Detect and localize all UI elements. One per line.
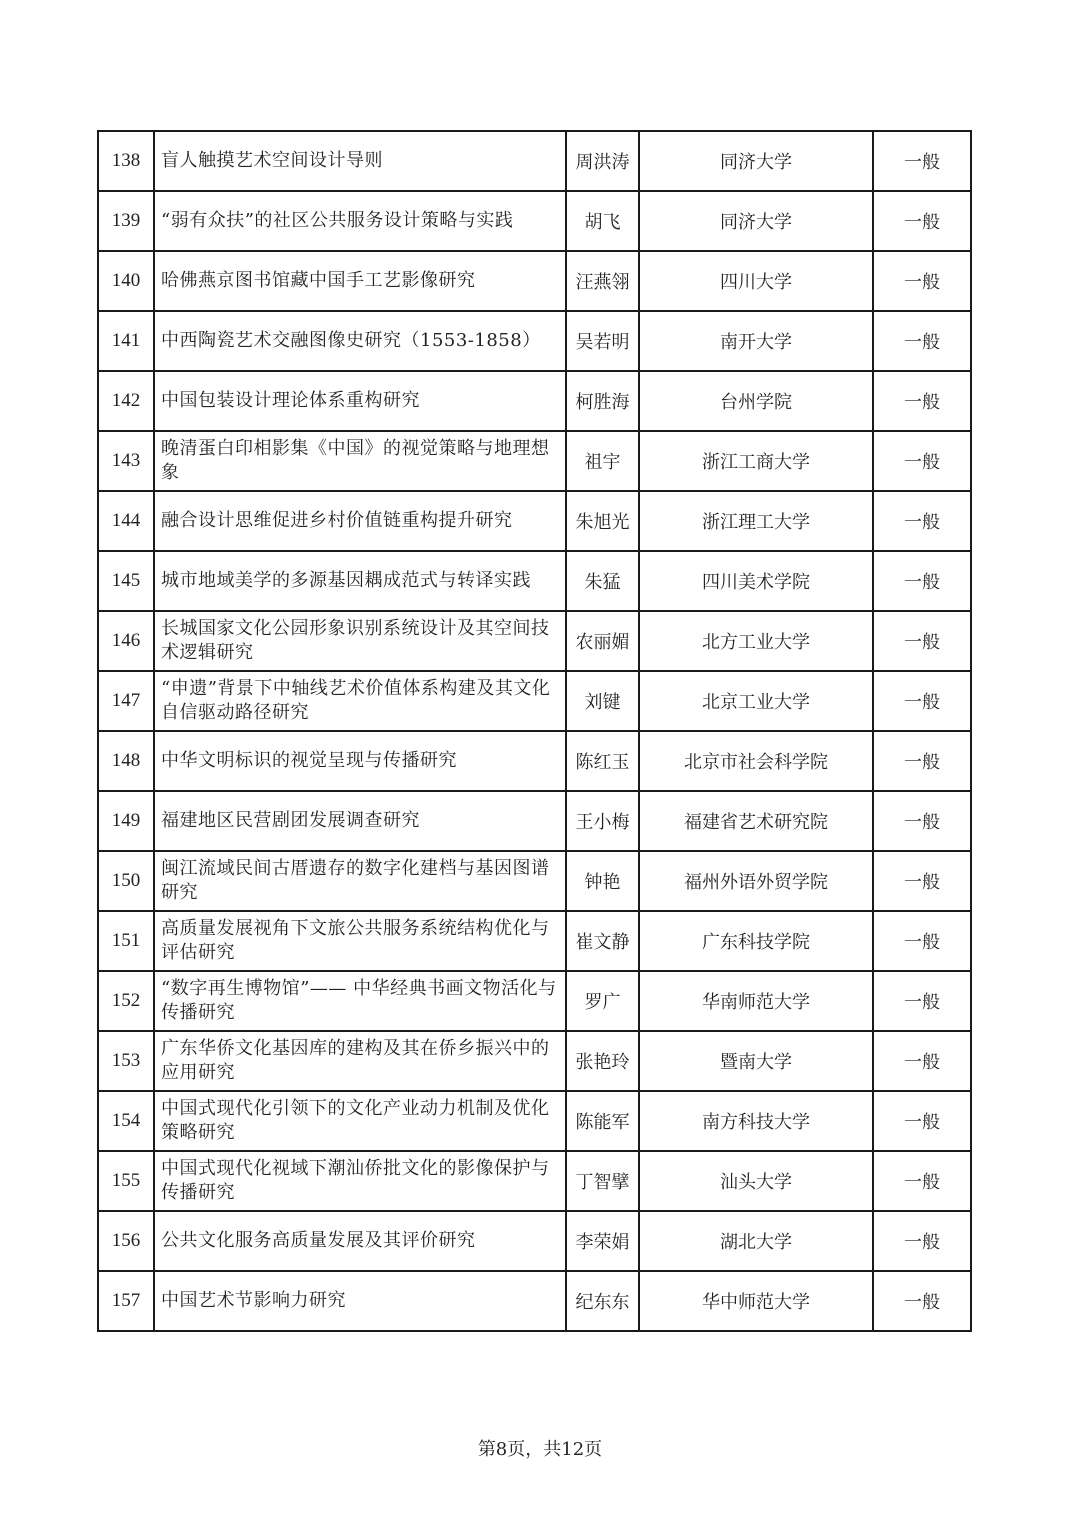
principal-name: 纪东东 [566, 1271, 639, 1331]
project-title: 公共文化服务高质量发展及其评价研究 [154, 1211, 566, 1271]
institution: 四川美术学院 [639, 551, 873, 611]
project-title: 福建地区民营剧团发展调查研究 [154, 791, 566, 851]
row-number: 138 [98, 131, 154, 191]
row-number: 143 [98, 431, 154, 491]
principal-name: 柯胜海 [566, 371, 639, 431]
table-row [98, 1091, 971, 1151]
project-category: 一般 [873, 1271, 971, 1331]
project-title: 中华文明标识的视觉呈现与传播研究 [154, 731, 566, 791]
table-row [98, 791, 971, 851]
principal-name: 汪燕翎 [566, 251, 639, 311]
institution: 台州学院 [639, 371, 873, 431]
table-row [98, 671, 971, 731]
row-number: 156 [98, 1211, 154, 1271]
principal-name: 陈能军 [566, 1091, 639, 1151]
row-number: 147 [98, 671, 154, 731]
project-category: 一般 [873, 911, 971, 971]
project-category: 一般 [873, 1211, 971, 1271]
row-number: 144 [98, 491, 154, 551]
project-title: 融合设计思维促进乡村价值链重构提升研究 [154, 491, 566, 551]
row-number: 157 [98, 1271, 154, 1331]
institution: 四川大学 [639, 251, 873, 311]
row-number: 154 [98, 1091, 154, 1151]
institution: 南方科技大学 [639, 1091, 873, 1151]
principal-name: 李荣娟 [566, 1211, 639, 1271]
table-row [98, 491, 971, 551]
row-number: 151 [98, 911, 154, 971]
table-row [98, 1211, 971, 1271]
project-category: 一般 [873, 731, 971, 791]
institution: 北京工业大学 [639, 671, 873, 731]
table-row [98, 731, 971, 791]
project-category: 一般 [873, 1151, 971, 1211]
project-category: 一般 [873, 251, 971, 311]
project-category: 一般 [873, 491, 971, 551]
project-title: 中西陶瓷艺术交融图像史研究（1553-1858） [154, 311, 566, 371]
principal-name: 农丽媚 [566, 611, 639, 671]
table-row [98, 911, 971, 971]
project-title: 广东华侨文化基因库的建构及其在侨乡振兴中的应用研究 [154, 1031, 566, 1091]
project-category: 一般 [873, 431, 971, 491]
project-title: 闽江流域民间古厝遗存的数字化建档与基因图谱研究 [154, 851, 566, 911]
row-number: 153 [98, 1031, 154, 1091]
institution: 汕头大学 [639, 1151, 873, 1211]
principal-name: 陈红玉 [566, 731, 639, 791]
table-row [98, 251, 971, 311]
table-row [98, 191, 971, 251]
project-category: 一般 [873, 191, 971, 251]
principal-name: 丁智擘 [566, 1151, 639, 1211]
institution: 北方工业大学 [639, 611, 873, 671]
project-category: 一般 [873, 611, 971, 671]
principal-name: 刘键 [566, 671, 639, 731]
institution: 同济大学 [639, 131, 873, 191]
table-row [98, 431, 971, 491]
project-table [97, 130, 972, 1332]
institution: 福建省艺术研究院 [639, 791, 873, 851]
institution: 北京市社会科学院 [639, 731, 873, 791]
principal-name: 张艳玲 [566, 1031, 639, 1091]
project-title: 中国包装设计理论体系重构研究 [154, 371, 566, 431]
row-number: 140 [98, 251, 154, 311]
project-title: 盲人触摸艺术空间设计导则 [154, 131, 566, 191]
institution: 湖北大学 [639, 1211, 873, 1271]
principal-name: 胡飞 [566, 191, 639, 251]
principal-name: 周洪涛 [566, 131, 639, 191]
row-number: 145 [98, 551, 154, 611]
institution: 华中师范大学 [639, 1271, 873, 1331]
row-number: 149 [98, 791, 154, 851]
row-number: 142 [98, 371, 154, 431]
project-title: 中国式现代化视域下潮汕侨批文化的影像保护与传播研究 [154, 1151, 566, 1211]
principal-name: 朱猛 [566, 551, 639, 611]
project-title: 晚清蛋白印相影集《中国》的视觉策略与地理想象 [154, 431, 566, 491]
project-title: 哈佛燕京图书馆藏中国手工艺影像研究 [154, 251, 566, 311]
row-number: 150 [98, 851, 154, 911]
project-title: 中国艺术节影响力研究 [154, 1271, 566, 1331]
row-number: 152 [98, 971, 154, 1031]
table-row [98, 1151, 971, 1211]
page-footer: 第8页，共12页 [477, 1439, 603, 1460]
project-category: 一般 [873, 851, 971, 911]
institution: 浙江理工大学 [639, 491, 873, 551]
principal-name: 吴若明 [566, 311, 639, 371]
project-title: 城市地域美学的多源基因耦成范式与转译实践 [154, 551, 566, 611]
table-row [98, 1271, 971, 1331]
institution: 浙江工商大学 [639, 431, 873, 491]
table-body [98, 131, 971, 1331]
row-number: 148 [98, 731, 154, 791]
institution: 同济大学 [639, 191, 873, 251]
row-number: 139 [98, 191, 154, 251]
table-row [98, 371, 971, 431]
project-title: “数字再生博物馆”—— 中华经典书画文物活化与传播研究 [154, 971, 566, 1031]
project-category: 一般 [873, 791, 971, 851]
principal-name: 祖宇 [566, 431, 639, 491]
institution: 福州外语外贸学院 [639, 851, 873, 911]
table-row [98, 851, 971, 911]
principal-name: 崔文静 [566, 911, 639, 971]
project-category: 一般 [873, 311, 971, 371]
table-row [98, 971, 971, 1031]
project-category: 一般 [873, 1031, 971, 1091]
project-title: 中国式现代化引领下的文化产业动力机制及优化策略研究 [154, 1091, 566, 1151]
row-number: 146 [98, 611, 154, 671]
principal-name: 钟艳 [566, 851, 639, 911]
project-title: “申遗”背景下中轴线艺术价值体系构建及其文化自信驱动路径研究 [154, 671, 566, 731]
table-row [98, 311, 971, 371]
table-row [98, 611, 971, 671]
project-category: 一般 [873, 971, 971, 1031]
institution: 华南师范大学 [639, 971, 873, 1031]
project-title: “弱有众扶”的社区公共服务设计策略与实践 [154, 191, 566, 251]
institution: 广东科技学院 [639, 911, 873, 971]
project-title: 高质量发展视角下文旅公共服务系统结构优化与评估研究 [154, 911, 566, 971]
principal-name: 王小梅 [566, 791, 639, 851]
project-title: 长城国家文化公园形象识别系统设计及其空间技术逻辑研究 [154, 611, 566, 671]
project-category: 一般 [873, 671, 971, 731]
project-category: 一般 [873, 1091, 971, 1151]
project-category: 一般 [873, 131, 971, 191]
project-category: 一般 [873, 371, 971, 431]
table-row [98, 1031, 971, 1091]
row-number: 155 [98, 1151, 154, 1211]
institution: 南开大学 [639, 311, 873, 371]
table-row [98, 551, 971, 611]
row-number: 141 [98, 311, 154, 371]
principal-name: 朱旭光 [566, 491, 639, 551]
institution: 暨南大学 [639, 1031, 873, 1091]
project-category: 一般 [873, 551, 971, 611]
principal-name: 罗广 [566, 971, 639, 1031]
table-row [98, 131, 971, 191]
